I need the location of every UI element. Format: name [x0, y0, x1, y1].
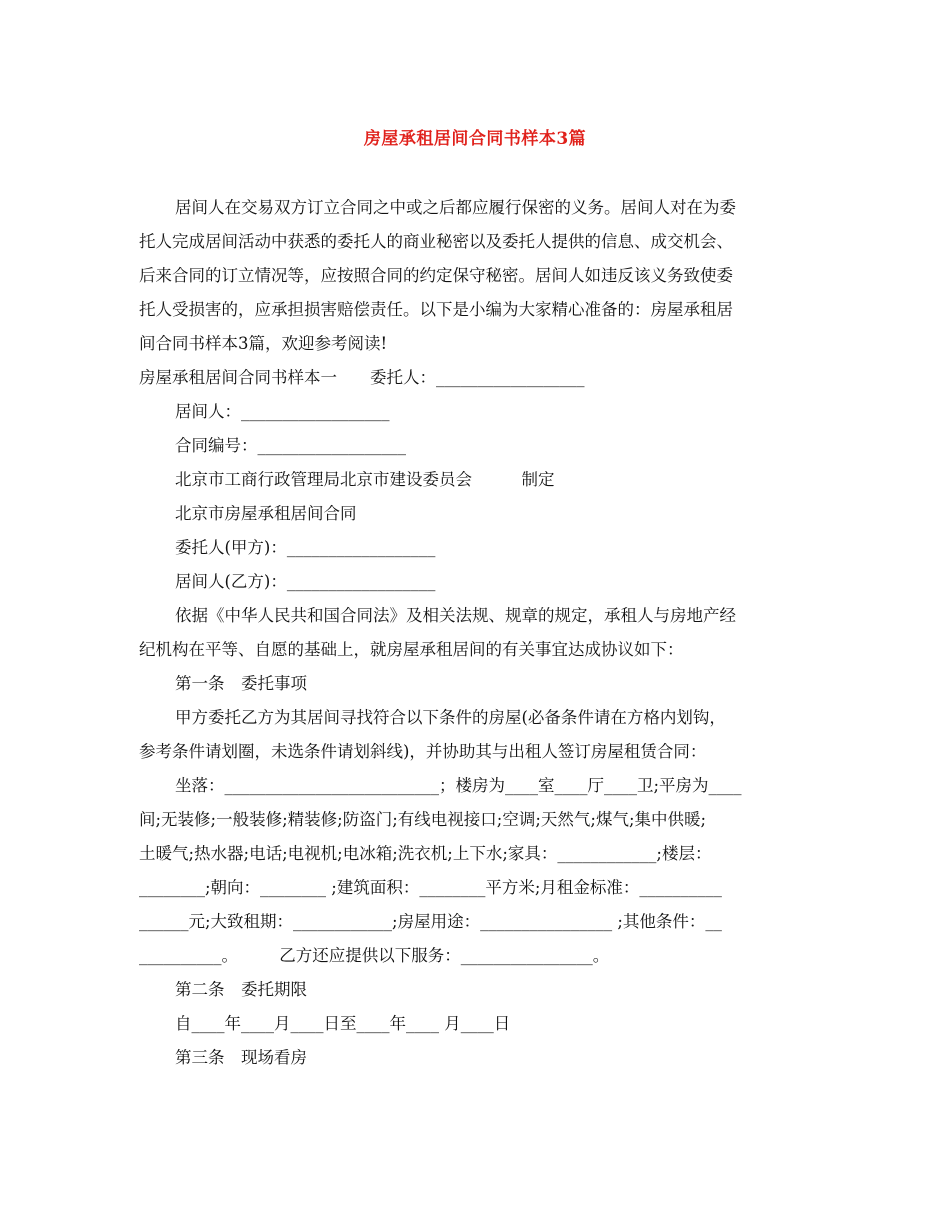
intro-line-3: 后来合同的订立情况等，应按照合同的约定保守秘密。居间人如违反该义务致使委 [139, 266, 733, 285]
article-2-period: 自____年____月____日至____年____ 月____日 [175, 1014, 511, 1033]
intro-line-2: 托人完成居间活动中获悉的委托人的商业秘密以及委托人提供的信息、成交机会、 [139, 232, 733, 251]
article-2-title: 第二条 委托期限 [175, 980, 307, 999]
article-1-line-1: 甲方委托乙方为其居间寻找符合以下条件的房屋(必备条件请在方格内划钩， [175, 708, 726, 727]
contract-name: 北京市房屋承租居间合同 [175, 504, 357, 523]
conditions-line-2: 间;无装修;一般装修;精装修;防盗门;有线电视接口;空调;天然气;煤气;集中供暖; [139, 810, 707, 829]
intro-line-5: 间合同书样本3篇，欢迎参考阅读! [139, 334, 388, 353]
conditions-line-4: ________;朝向：________ ;建筑面积：________平方米;月租金标准：__________ [139, 878, 722, 897]
basis-line-2: 纪机构在平等、自愿的基础上，就房屋承租居间的有关事宜达成协议如下： [139, 640, 684, 659]
article-1-title: 第一条 委托事项 [175, 674, 307, 693]
party-a-field: 委托人(甲方)：__________________ [175, 538, 436, 557]
article-1-line-2: 参考条件请划圈，未选条件请划斜线)，并协助其与出租人签订房屋租赁合同： [139, 742, 707, 761]
conditions-line-1: 坐落：__________________________；楼房为____室____厅____卫;平房为____ [175, 776, 742, 795]
conditions-line-5: ______元;大致租期：____________;房屋用途：________________ ;其他条件：__ [139, 912, 722, 931]
sample-one-heading: 房屋承租居间合同书样本一 委托人：__________________ [139, 368, 585, 387]
basis-line-1: 依据《中华人民共和国合同法》及相关法规、规章的规定，承租人与房地产经 [175, 606, 736, 625]
contract-number-field: 合同编号：__________________ [175, 436, 406, 455]
document-title: 房屋承租居间合同书样本3篇 [363, 129, 587, 149]
broker-field: 居间人：__________________ [175, 402, 390, 421]
issuer-line: 北京市工商行政管理局北京市建设委员会 制定 [175, 470, 555, 489]
party-b-field: 居间人(乙方)：__________________ [175, 572, 436, 591]
conditions-line-3: 土暖气;热水器;电话;电视机;电冰箱;洗衣机;上下水;家具：____________;楼层： [139, 844, 712, 863]
conditions-line-6: __________。 乙方还应提供以下服务：________________。 [139, 946, 610, 965]
article-3-title: 第三条 现场看房 [175, 1048, 307, 1067]
intro-line-4: 托人受损害的，应承担损害赔偿责任。以下是小编为大家精心准备的：房屋承租居 [139, 300, 733, 319]
intro-line-1: 居间人在交易双方订立合同之中或之后都应履行保密的义务。居间人对在为委 [175, 198, 736, 217]
